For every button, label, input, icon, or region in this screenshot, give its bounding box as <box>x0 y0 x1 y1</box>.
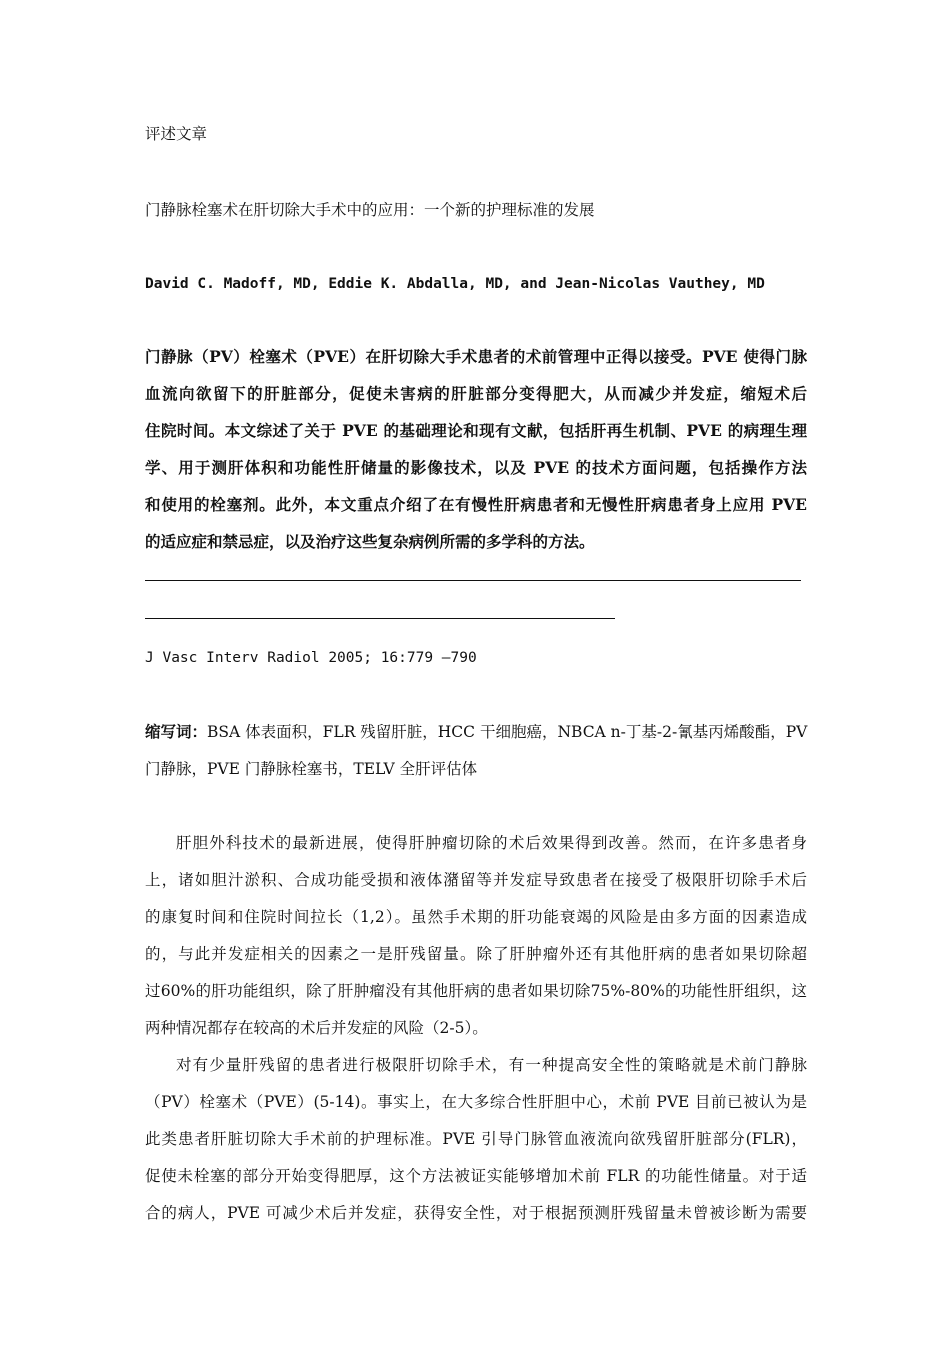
abstract-line: 门静脉（PV）栓塞术（PVE）在肝切除大手术患者的术前管理中正得以接受。PVE 使得门脉 <box>145 347 807 366</box>
paragraph-line: 促使未栓塞的部分开始变得肥厚，这个方法被证实能够增加术前 FLR 的功能性储量。对于适 <box>145 1167 807 1185</box>
paragraph-line: 的康复时间和住院时间拉长（1,2）。虽然手术期的肝功能衰竭的风险是由多方面的因素造成 <box>145 908 807 926</box>
abstract-line: 和使用的栓塞剂。此外，本文重点介绍了在有慢性肝病患者和无慢性肝病患者身上应用 PVE <box>145 495 807 514</box>
divider-rule <box>145 580 801 581</box>
abstract-line: 的适应症和禁忌症，以及治疗这些复杂病例所需的多学科的方法。 <box>145 532 595 551</box>
citation: J Vasc Interv Radiol 2005; 16:779 –790 <box>145 650 477 666</box>
paragraph-line: 合的病人，PVE 可减少术后并发症，获得安全性，对于根据预测肝残留量未曾被诊断为需要 <box>145 1204 807 1222</box>
abbreviations-label: 缩写词： <box>145 722 208 741</box>
abbreviations-text: BSA 体表面积，FLR 残留肝脏，HCC 干细胞癌，NBCA n-丁基-2-氰基丙烯酸酯，PV <box>207 723 808 741</box>
paragraph-line: 此类患者肝脏切除大手术前的护理标准。PVE 引导门脉管血液流向欲残留肝脏部分(FLR)， <box>145 1130 807 1148</box>
divider-rule <box>145 618 615 619</box>
article-title: 门静脉栓塞术在肝切除大手术中的应用：一个新的护理标准的发展 <box>145 201 595 219</box>
paragraph-line: 对有少量肝残留的患者进行极限肝切除手术，有一种提高安全性的策略就是术前门静脉 <box>176 1056 807 1074</box>
abbreviations-line <box>145 722 807 742</box>
paragraph-line: 两种情况都存在较高的术后并发症的风险（2-5）。 <box>145 1019 488 1037</box>
paragraph-line: 上，诸如胆汁淤积、合成功能受损和液体潴留等并发症导致患者在接受了极限肝切除手术后 <box>145 871 807 889</box>
article-authors: David C. Madoff, MD, Eddie K. Abdalla, MD, and Jean-Nicolas Vauthey, MD <box>145 276 765 292</box>
article-category: 评述文章 <box>145 125 208 143</box>
paragraph-line: 肝胆外科技术的最新进展，使得肝肿瘤切除的术后效果得到改善。然而，在许多患者身 <box>176 834 807 852</box>
abstract-line: 血流向欲留下的肝脏部分，促使未害病的肝脏部分变得肥大，从而减少并发症，缩短术后 <box>145 384 807 403</box>
paragraph-line: 过60%的肝功能组织，除了肝肿瘤没有其他肝病的患者如果切除75%-80%的功能性肝组织，这 <box>145 982 807 1000</box>
abstract-line: 学、用于测肝体积和功能性肝储量的影像技术，以及 PVE 的技术方面问题，包括操作方法 <box>145 458 807 477</box>
paragraph-line: （PV）栓塞术（PVE）(5-14)。事实上，在大多综合性肝胆中心，术前 PVE 目前已被认为是 <box>145 1093 807 1111</box>
abbreviations-line: 门静脉，PVE 门静脉栓塞书，TELV 全肝评估体 <box>145 760 478 778</box>
abstract-line: 住院时间。本文综述了关于 PVE 的基础理论和现有文献，包括肝再生机制、PVE 的病理生理 <box>145 421 807 440</box>
paragraph-line: 的，与此并发症相关的因素之一是肝残留量。除了肝肿瘤外还有其他肝病的患者如果切除超 <box>145 945 807 963</box>
